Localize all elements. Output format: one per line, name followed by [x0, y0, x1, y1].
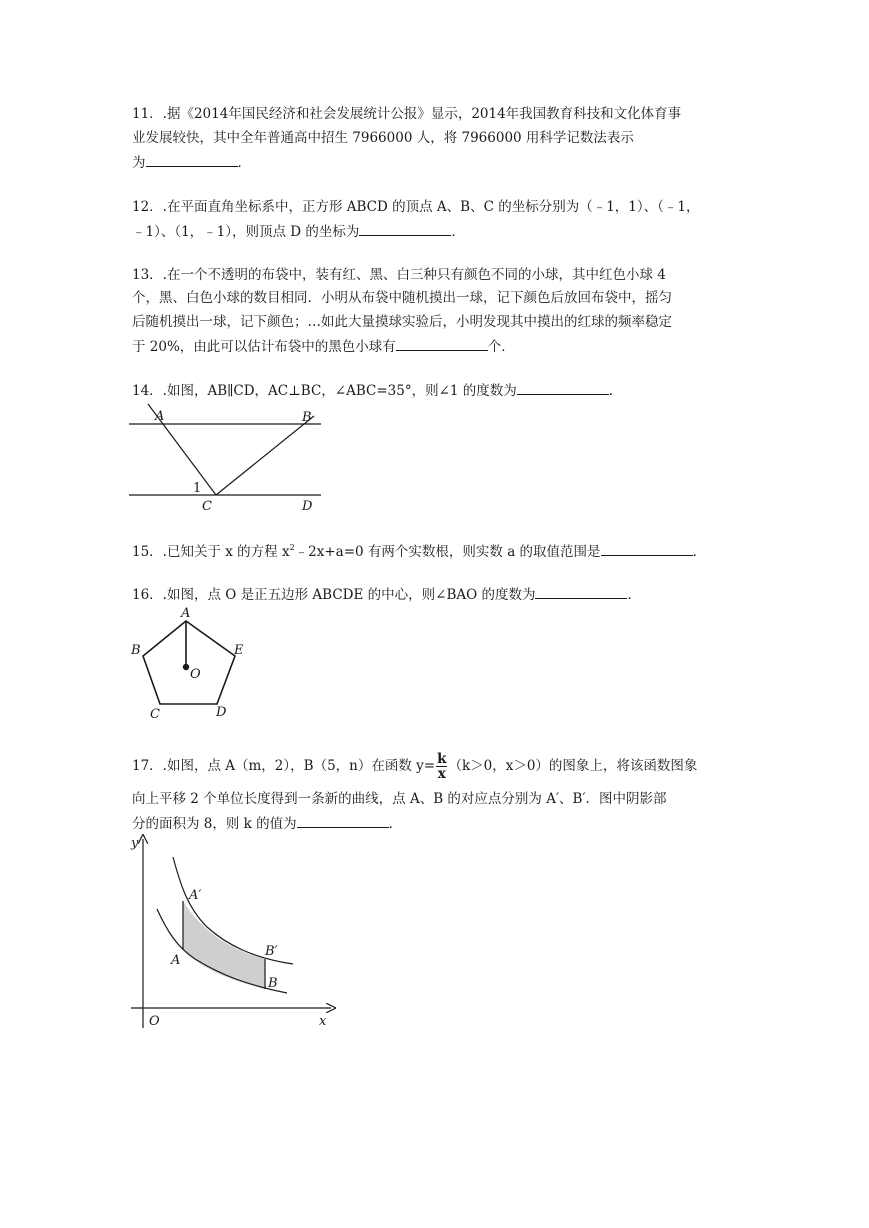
pentagon-abcde: [143, 621, 235, 704]
q17-line-3: [132, 813, 402, 834]
q13-prefix: 于 20%，由此可以估计布袋中的黑色小球有: [132, 339, 396, 355]
q15-answer-blank[interactable]: [601, 541, 693, 556]
fraction-numerator: k: [437, 751, 447, 767]
q12-line-1: 12．.在平面直角坐标系中，正方形 ABCD 的顶点 A、B、C 的坐标分别为（﹣1，1）、（﹣1，: [132, 199, 700, 215]
label-d: D: [216, 705, 227, 720]
label-a: A: [171, 953, 181, 968]
q17-fraction: [436, 752, 447, 781]
q14-figure: [125, 402, 325, 514]
q17-prefix: 17．.如图，点 A（m，2），B（5，n）在函数 y=: [132, 758, 436, 774]
q14-line: [132, 380, 622, 401]
q16-answer-blank[interactable]: [535, 584, 627, 599]
q15-prefix: 15．.已知关于 x 的方程 x: [132, 544, 290, 560]
q14-prefix: 14．.如图，AB∥CD，AC⊥BC，∠ABC=35°，则∠1 的度数为: [132, 383, 517, 399]
q17-figure: [125, 833, 340, 1038]
q16-line: [132, 584, 641, 605]
label-x: x: [319, 1014, 327, 1029]
segment-bc: [216, 416, 314, 495]
label-c: C: [150, 707, 160, 722]
q11-line-1: 11．.据《2014年国民经济和社会发展统计公报》显示，2014年我国教育科技和文化体育事: [132, 106, 682, 122]
label-b: B: [302, 410, 312, 425]
q17-prefix-2: 分的面积为 8，则 k 的值为: [132, 816, 297, 832]
q12-line-2: [132, 221, 465, 242]
q11-line-2: 业发展较快，其中全年普通高中招生 7966000 人，将 7966000 用科学记数法表示: [132, 130, 634, 146]
q16-suffix: ．: [627, 587, 641, 603]
label-d: D: [302, 499, 313, 514]
q15-line: [132, 538, 706, 562]
q13-line-2: 个，黑、白色小球的数目相同．小明从布袋中随机摸出一球，记下颜色后放回布袋中，摇匀: [132, 290, 672, 306]
q17-line-1-rest: （k＞0，x＞0）的图象上，将该函数图象: [448, 758, 698, 774]
q12-prefix: ﹣1）、（1，﹣1），则顶点 D 的坐标为: [132, 224, 360, 240]
q14-answer-blank[interactable]: [517, 380, 609, 395]
q12-answer-blank[interactable]: [359, 221, 451, 236]
label-angle-1: 1: [193, 481, 202, 496]
label-a: A: [155, 409, 165, 424]
q13-line-4: [132, 336, 515, 357]
label-e: E: [234, 643, 244, 658]
q16-figure: [128, 604, 258, 722]
label-c: C: [202, 499, 212, 514]
q11-prefix: 为: [132, 155, 146, 171]
label-b: B: [131, 643, 141, 658]
shaded-region: [183, 901, 265, 989]
q13-line-1: 13．.在一个不透明的布袋中，装有红、黑、白三种只有颜色不同的小球，其中红色小球 4: [132, 267, 666, 283]
label-a: A: [181, 606, 191, 621]
fraction-denominator: x: [437, 766, 446, 782]
q15-middle: ﹣2x+a=0 有两个实数根，则实数 a 的取值范围是: [294, 544, 601, 560]
label-o: O: [190, 667, 201, 682]
q12-suffix: ．: [451, 224, 465, 240]
q17-suffix: ．: [388, 816, 403, 832]
q17-line-1: [132, 752, 697, 781]
q11-answer-blank[interactable]: [146, 152, 238, 167]
q15-exponent: 2: [289, 543, 295, 552]
center-point-o: [183, 664, 189, 670]
q17-line-2: 向上平移 2 个单位长度得到一条新的曲线，点 A、B 的对应点分别为 A′、B′．图中阴影部: [132, 791, 667, 807]
label-a-prime: A′: [189, 888, 202, 903]
q17-answer-blank[interactable]: [297, 813, 389, 828]
q13-answer-blank[interactable]: [396, 336, 488, 351]
label-b-prime: B′: [265, 944, 278, 959]
q13-line-3: 后随机摸出一球，记下颜色；…如此大量摸球实验后，小明发现其中摸出的红球的频率稳定: [132, 314, 672, 330]
q11-line-3: [132, 152, 251, 173]
q16-prefix: 16．.如图，点 O 是正五边形 ABCDE 的中心，则∠BAO 的度数为: [132, 587, 536, 603]
q15-suffix: ．: [692, 544, 707, 560]
q11-suffix: ．: [237, 155, 251, 171]
label-y: y: [131, 836, 139, 851]
label-o: O: [149, 1014, 160, 1029]
q14-suffix: ．: [608, 383, 623, 399]
q13-suffix: 个．: [487, 339, 515, 355]
label-b: B: [268, 976, 278, 991]
